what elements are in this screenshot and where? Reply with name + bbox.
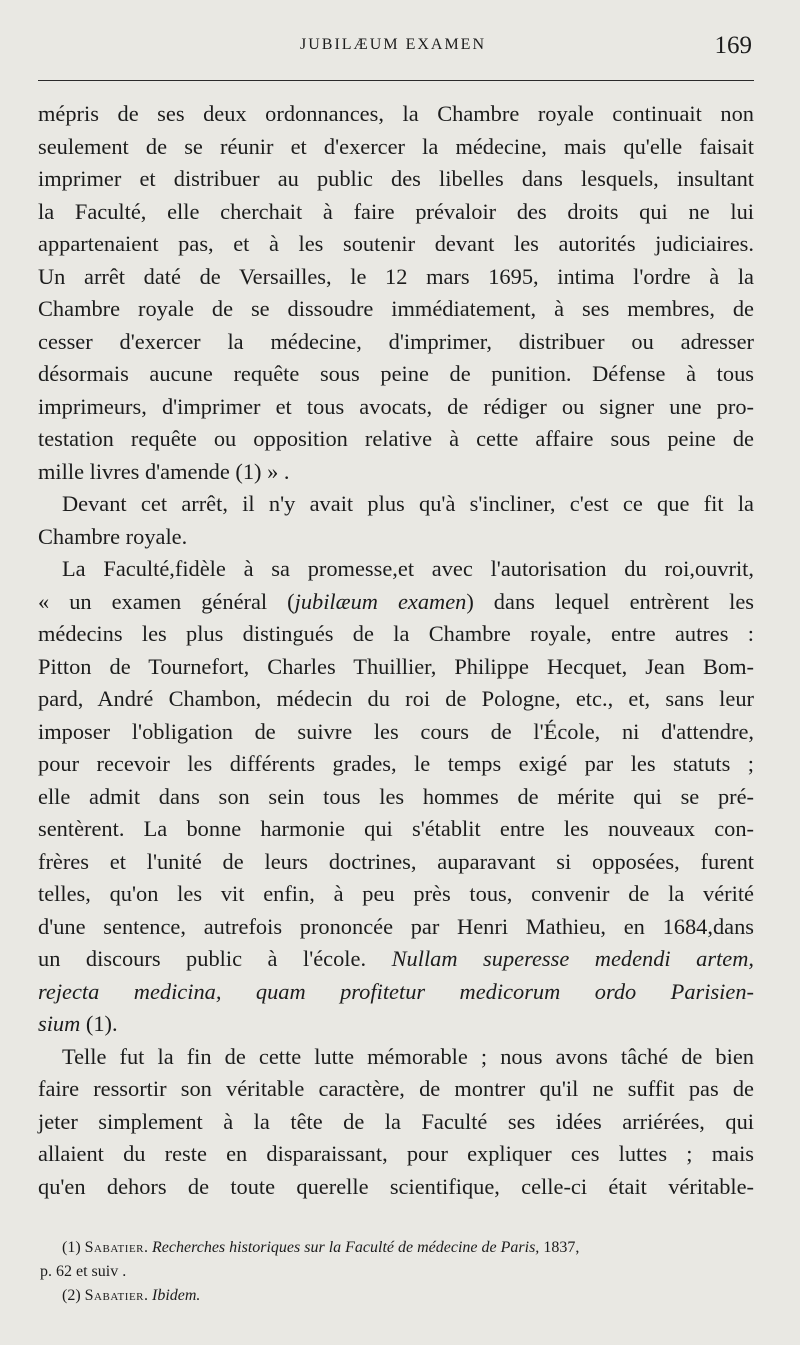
page-number: 169	[714, 32, 752, 59]
text-line: imprimer et distribuer au public des libelles dans lesquels, insultant	[38, 166, 754, 191]
footnote-separator: .	[144, 1239, 152, 1256]
running-title: JUBILÆUM EXAMEN	[300, 36, 486, 53]
text-line: telles, qu'on les vit enfin, à peu près tous, convenir de la vérité	[38, 881, 754, 906]
text-run: ) dans lequel entrèrent les	[466, 588, 755, 614]
footnote-author: Sabatier	[84, 1287, 144, 1304]
text-line: d'une sentence, autrefois prononcée par Henri Mathieu, en 1684,dans	[38, 913, 754, 939]
footnote-number: (1)	[62, 1239, 81, 1256]
text-line: jeter simplement à la tête de la Faculté ses idées arriérées, qui	[38, 1108, 754, 1134]
text-line: testation requête ou opposition relative à cette affaire sous peine de	[38, 426, 754, 451]
text-line: mépris de ses deux ordonnances, la Chambre royale continuait non	[38, 101, 754, 126]
text-line: imprimeurs, d'imprimer et tous avocats, de rédiger ou signer une pro-	[38, 393, 754, 419]
footnote-title: Ibidem.	[152, 1287, 201, 1304]
text-line	[38, 1008, 754, 1041]
italic-run: sium	[38, 1011, 81, 1036]
text-line: allaient du reste en disparaissant, pour expliquer ces luttes ; mais	[38, 1141, 754, 1166]
text-line	[38, 976, 754, 1009]
text-line: frères et l'unité de leurs doctrines, auparavant si opposées, furent	[38, 848, 754, 874]
footnote-1-continued: p. 62 et suiv .	[40, 1263, 127, 1280]
text-line: faire ressortir son véritable caractère, de montrer qu'il ne suffit pas de	[38, 1076, 754, 1101]
text-run: (1).	[80, 1011, 118, 1036]
italic-run: Nullam superesse medendi artem,	[391, 946, 754, 971]
footnote-2	[62, 1284, 767, 1308]
text-line: Devant cet arrêt, il n'y avait plus qu'à s'incliner, c'est ce que fit la	[62, 491, 754, 516]
text-line: mille livres d'amende (1) » .	[38, 458, 290, 484]
italic-run: rejecta medicina, quam profitetur medicorum ordo Parisien-	[38, 978, 754, 1004]
text-line: Chambre royale.	[38, 523, 188, 549]
italic-run: jubilæum examen	[294, 588, 467, 614]
footnote-year: 1837,	[539, 1239, 580, 1256]
footnote-title: Recherches historiques sur la Faculté de médecine de Paris,	[152, 1239, 540, 1256]
text-line: Pitton de Tournefort, Charles Thuillier, Philippe Hecquet, Jean Bom-	[38, 653, 754, 679]
text-line: appartenaient pas, et à les soutenir devant les autorités judiciaires.	[38, 231, 754, 256]
text-line	[38, 943, 754, 976]
text-line: la Faculté, elle cherchait à faire prévaloir des droits qui ne lui	[38, 198, 754, 224]
text-line: pard, André Chambon, médecin du roi de Pologne, etc., et, sans leur	[38, 686, 754, 711]
text-line: imposer l'obligation de suivre les cours de l'École, ni d'attendre,	[38, 718, 754, 744]
text-line: sentèrent. La bonne harmonie qui s'établit entre les nouveaux con-	[38, 816, 754, 841]
text-line: Un arrêt daté de Versailles, le 12 mars 1695, intima l'ordre à la	[38, 263, 754, 289]
footnote-number: (2)	[62, 1287, 81, 1304]
text-line: seulement de se réunir et d'exercer la médecine, mais qu'elle faisait	[38, 133, 754, 159]
text-line: elle admit dans son sein tous les hommes de mérite qui se pré-	[38, 783, 754, 809]
text-line	[38, 586, 754, 619]
footnote-separator: .	[144, 1287, 152, 1304]
footnotes	[40, 1236, 767, 1308]
text-line: qu'en dehors de toute querelle scientifique, celle-ci était véritable-	[38, 1173, 754, 1199]
text-run: « un examen général (	[38, 588, 295, 614]
text-line: La Faculté,fidèle à sa promesse,et avec l'autorisation du roi,ouvrit,	[62, 556, 754, 581]
text-line: médecins les plus distingués de la Chambre royale, entre autres :	[38, 621, 754, 646]
text-line: pour recevoir les différents grades, le temps exigé par les statuts ;	[38, 751, 754, 776]
footnote-1	[62, 1236, 767, 1260]
footnote-author: Sabatier	[84, 1239, 144, 1256]
text-line: Chambre royale de se dissoudre immédiatement, à ses membres, de	[38, 296, 754, 321]
text-run: un discours public à l'école.	[38, 946, 392, 971]
text-line: désormais aucune requête sous peine de punition. Défense à tous	[38, 361, 754, 386]
text-line: cesser d'exercer la médecine, d'imprimer, distribuer ou adresser	[38, 328, 754, 354]
body-text	[38, 98, 754, 1203]
text-line: Telle fut la fin de cette lutte mémorable ; nous avons tâché de bien	[62, 1043, 754, 1069]
header-rule	[38, 80, 754, 81]
running-head	[0, 34, 800, 60]
